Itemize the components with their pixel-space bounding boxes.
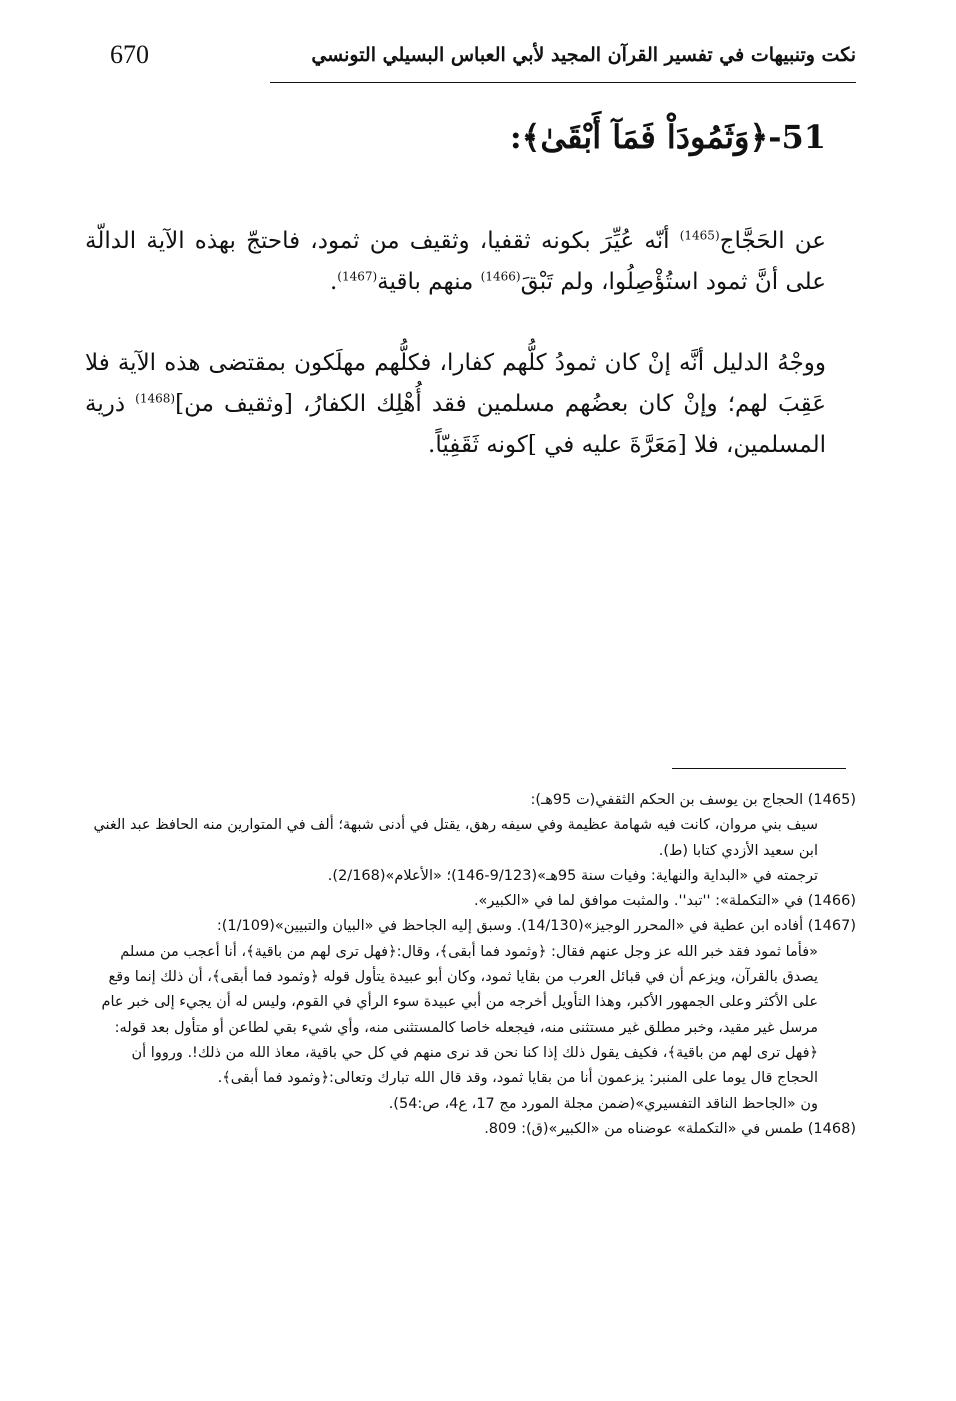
footnote-1465-text: سيف بني مروان، كانت فيه شهامة عظيمة وفي سيفه رهق، يقتل في أدنى شبهة؛ ألف في المتوارين منه الحافظ عبد الغني ابن سعيد الأزدي كتابا (ط).: [93, 817, 818, 859]
section-heading: 51-﴿وَثَمُودَاْ فَمَآ أَبْقَىٰ﴾:: [509, 118, 826, 156]
page-number: 670: [110, 40, 149, 69]
footnote-ref-1467[interactable]: (1467): [337, 269, 378, 284]
footnote-1465-sources: ترجمته في «البداية والنهاية: وفيات سنة 95هـ»(9/123-146)؛ «الأعلام»(2/168).: [327, 867, 818, 884]
footnote-separator: [672, 768, 846, 769]
body-paragraph-2: [85, 343, 826, 466]
footnote-1468: (1468) طمس في «التكملة» عوضناه من «الكبير»(ق): 809.: [484, 1120, 856, 1137]
footnote-1467-quote: «فأما ثمود فقد خبر الله عز وجل عنهم فقال: ﴿وثمود فما أبقى﴾، وقال:﴿فهل ترى لهم من باقية﴾، أنا أعجب من مسلم يصدق بالقرآن، ويزعم أن في قبائل العرب من بقايا ثمود، وكان أبو عبيدة يتأول قوله ﴿وثمود فما أبقى﴾، أن ذلك إنما وقع على الأكثر وعلى الجمهور الأكبر، وهذا التأويل أخرجه من أبي عبيدة سوء الرأي في القوم، وليس له أن يجيء إلى خبر عام مرسل غير مقيد، وخبر مطلق غير مستثنى منه، فيجعله خاصا كالمستثنى منه، وأي شيء بقي لطاعن أو متأول بعد قوله: ﴿فهل ترى لهم من باقية﴾، فكيف يقول ذلك إذا كنا نحن قد نرى منهم في كل حي باقية، معاذ الله من ذلك!. ورووا أن الحجاج قال يوما على المنبر: يزعمون أنا من بقايا ثمود، وقد قال الله تبارك وتعالى:﴿وثمود فما أبقى﴾.: [101, 943, 818, 1087]
body-text-span: ذرية المسلمين، فلا [مَعَرَّةَ عليه في ]كونه ثَقَفِيّاً.: [85, 391, 826, 458]
body-text-span: منهم باقية: [377, 269, 481, 295]
body-text-span: .: [329, 269, 338, 295]
footnote-1467-head: (1467) أفاده ابن عطية في «المحرر الوجيز»(14/130). وسبق إليه الجاحظ في «البيان والتبيين»(1/109):: [216, 918, 856, 935]
body-paragraph-1: [85, 221, 826, 303]
body-text-span: ووجْهُ الدليل أنَّه إنْ كان ثمودُ كلُّهم كفارا، فكلُّهم مهلَكون بمقتضى هذه الآية فلا عَقِبَ لهم؛ وإنْ كان بعضُهم مسلمين فقد أُهْلِك الكفارُ، [وثقيف من]: [85, 350, 826, 417]
footnote-1466: (1466) في «التكملة»: ''تبد''. والمثبت موافق لما في «الكبير».: [473, 893, 856, 910]
running-title: نكت وتنبيهات في تفسير القرآن المجيد لأبي العباس البسيلي التونسي: [311, 44, 856, 66]
body-text-span: أنّه عُيِّرَ بكونه ثقفيا، وثقيف من ثمود، فاحتجّ بهذه الآية الدالّة على أنَّ ثمود استُؤْصِلُوا، ولم تَبْقَ: [85, 228, 826, 295]
footnotes: [90, 788, 856, 1142]
footnote-1465-head: (1465) الحجاج بن يوسف بن الحكم الثقفي(ت 95هـ):: [530, 792, 856, 808]
footnote-1467-reference: ون «الجاحظ الناقد التفسيري»(ضمن مجلة المورد مج 17، ع4، ص:54).: [388, 1095, 818, 1112]
footnote-ref-1466[interactable]: (1466): [480, 269, 521, 284]
footnote-ref-1465[interactable]: (1465): [679, 228, 720, 243]
running-header: [110, 40, 856, 83]
body-text-span: عن الحَجَّاج: [719, 228, 826, 254]
footnote-ref-1468[interactable]: (1468): [135, 391, 176, 406]
